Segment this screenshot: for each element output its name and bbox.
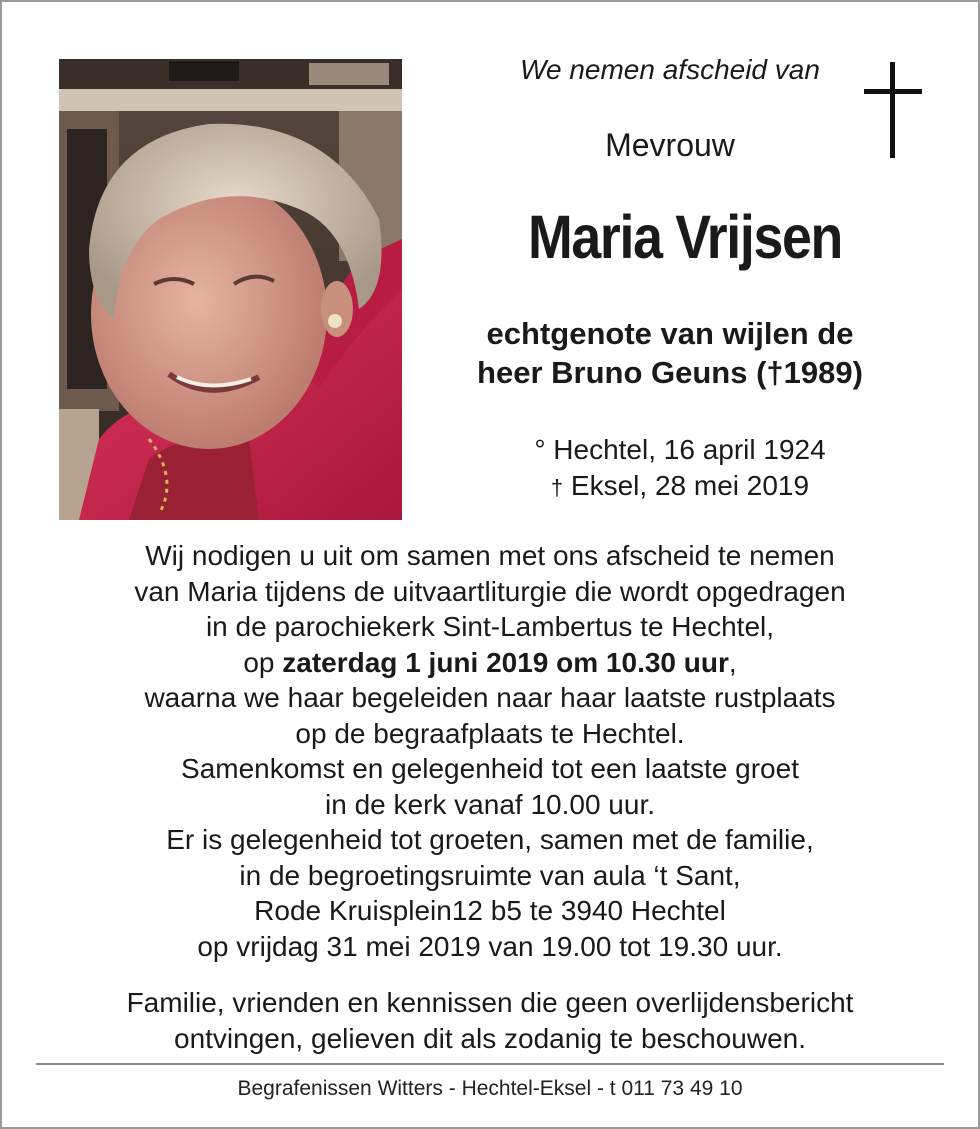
closing-line: ontvingen, gelieven dit als zodanig te beschouwen. [174,1023,806,1054]
closing-line: Familie, vrienden en kennissen die geen overlijdensbericht [126,987,854,1018]
invitation-text [30,538,950,964]
invitation-line: Er is gelegenheid tot groeten, samen met de familie, [166,824,814,855]
intro-line: We nemen afscheid van [520,54,820,85]
invitation-line: in de begroetingsruimte van aula ‘t Sant, [239,859,741,891]
invitation-line: op de begraafplaats te Hechtel. [295,717,685,749]
date-suffix: , [728,646,737,678]
dagger-icon: † [550,475,564,500]
honorific: Mevrouw [605,127,735,163]
invitation-line-date [30,645,950,681]
invitation-line: waarna we haar begeleiden naar haar laatste rustplaats [144,682,836,713]
invitation-line: Rode Kruisplein12 b5 te 3940 Hechtel [254,895,726,926]
invitation-line: in de parochiekerk Sint-Lambertus te Hechtel, [205,611,775,642]
birth-date: ° Hechtel, 16 april 1924 [534,434,826,465]
life-dates [440,432,920,506]
spouse-line-1: echtgenote van wijlen de [486,316,854,351]
spouse-info [420,314,920,392]
invitation-line: Samenkomst en gelegenheid tot een laatste groet [181,753,799,784]
invitation-line: op vrijdag 31 mei 2019 van 19.00 tot 19.30 uur. [197,930,783,962]
invitation-line: in de kerk vanaf 10.00 uur. [325,788,655,820]
invitation-line: Wij nodigen u uit om samen met ons afscheid te nemen [145,540,835,571]
invitation-line: van Maria tijdens de uitvaartliturgie die wordt opgedragen [134,575,846,607]
deceased-name: Maria Vrijsen [527,203,843,271]
closing-text [30,985,950,1057]
death-date-text: Eksel, 28 mei 2019 [563,470,810,501]
date-prefix: op [243,646,283,678]
divider [36,1063,944,1065]
death-date [440,468,920,506]
portrait-photo [59,59,402,520]
funeral-datetime: zaterdag 1 juni 2019 om 10.30 uur [282,646,729,678]
funeral-home-footer: Begrafenissen Witters - Hechtel-Eksel - t 011 73 49 10 [237,1077,743,1100]
spouse-line-2: heer Bruno Geuns (†1989) [477,355,863,390]
